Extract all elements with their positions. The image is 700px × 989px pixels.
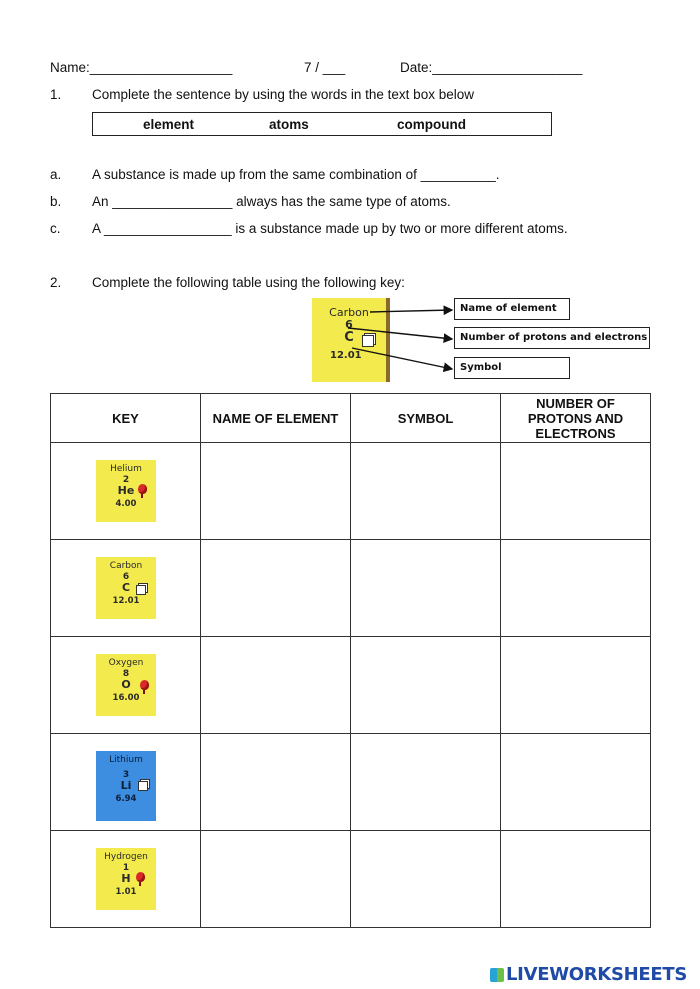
question-2-number: 2. xyxy=(50,275,62,290)
carbon-tile xyxy=(96,557,156,619)
key-example-symbol: C xyxy=(344,330,354,345)
protons-answer-cell[interactable] xyxy=(501,831,651,928)
cube-icon xyxy=(138,781,148,791)
helium-tile xyxy=(96,460,156,522)
tile-symbol: H xyxy=(121,872,131,885)
arrow-name xyxy=(370,310,452,312)
name-answer-cell[interactable] xyxy=(201,637,351,734)
key-example-name: Carbon xyxy=(329,306,369,319)
table-row xyxy=(51,443,651,540)
brand-text: LIVEWORKSHEETS xyxy=(506,964,688,985)
tile-name: Hydrogen xyxy=(104,852,148,862)
lithium-tile xyxy=(96,751,156,821)
key-cell xyxy=(51,831,201,928)
tile-mass: 16.00 xyxy=(112,693,140,703)
elements-table xyxy=(50,393,651,928)
tile-number: 3 xyxy=(122,770,130,780)
protons-answer-cell[interactable] xyxy=(501,637,651,734)
symbol-answer-cell[interactable] xyxy=(351,540,501,637)
question-2-instruction: Complete the following table using the following key: xyxy=(92,275,405,290)
symbol-answer-cell[interactable] xyxy=(351,831,501,928)
tile-symbol: C xyxy=(121,581,131,594)
symbol-answer-cell[interactable] xyxy=(351,637,501,734)
tile-name: Lithium xyxy=(109,755,143,765)
tile-name: Carbon xyxy=(109,561,143,571)
tile-symbol: He xyxy=(117,484,135,497)
name-field[interactable]: Name:___________________ xyxy=(50,60,233,75)
arrow-symbol xyxy=(352,348,452,369)
word-bank-atoms: atoms xyxy=(269,117,309,132)
name-answer-cell[interactable] xyxy=(201,734,351,831)
tile-mass: 6.94 xyxy=(115,794,137,804)
arrow-number xyxy=(348,328,452,339)
hydrogen-tile xyxy=(96,848,156,910)
key-example-number: 6 xyxy=(345,318,353,331)
tile-name: Helium xyxy=(110,464,142,474)
protons-answer-cell[interactable] xyxy=(501,443,651,540)
balloon-icon xyxy=(136,872,145,882)
symbol-answer-cell[interactable] xyxy=(351,734,501,831)
name-answer-cell[interactable] xyxy=(201,831,351,928)
protons-answer-cell[interactable] xyxy=(501,734,651,831)
balloon-icon xyxy=(140,680,149,690)
header-name: NAME OF ELEMENT xyxy=(201,394,351,443)
key-cell xyxy=(51,443,201,540)
word-bank-box xyxy=(92,112,552,136)
key-label-number: Number of protons and electrons xyxy=(454,327,650,349)
balloon-icon xyxy=(138,484,147,494)
liveworksheets-logo[interactable] xyxy=(490,964,687,985)
table-row xyxy=(51,540,651,637)
item-a-sentence[interactable]: A substance is made up from the same combination of __________. xyxy=(92,167,500,182)
oxygen-tile xyxy=(96,654,156,716)
table-row xyxy=(51,831,651,928)
tile-number: 6 xyxy=(122,572,130,582)
tile-mass: 12.01 xyxy=(112,596,140,606)
tile-symbol: Li xyxy=(120,779,132,792)
protons-answer-cell[interactable] xyxy=(501,540,651,637)
header-symbol: SYMBOL xyxy=(351,394,501,443)
date-field[interactable]: Date:____________________ xyxy=(400,60,583,75)
header-protons-electrons: NUMBER OF PROTONS AND ELECTRONS xyxy=(501,394,651,443)
symbol-answer-cell[interactable] xyxy=(351,443,501,540)
key-cell xyxy=(51,637,201,734)
key-label-symbol: Symbol xyxy=(454,357,570,379)
key-cell xyxy=(51,734,201,831)
item-c-letter: c. xyxy=(50,221,61,236)
tile-mass: 1.01 xyxy=(115,887,137,897)
key-example-mass: 12.01 xyxy=(330,350,362,361)
item-c-sentence[interactable]: A _________________ is a substance made up by two or more different atoms. xyxy=(92,221,568,236)
word-bank-element: element xyxy=(143,117,195,132)
tile-symbol: O xyxy=(121,678,131,691)
class-field[interactable]: 7 / ___ xyxy=(304,60,346,75)
tile-mass: 4.00 xyxy=(115,499,137,509)
cube-icon xyxy=(136,585,146,595)
tile-number: 2 xyxy=(122,475,130,485)
name-answer-cell[interactable] xyxy=(201,443,351,540)
key-cell xyxy=(51,540,201,637)
liveworksheets-logo-icon xyxy=(490,968,504,982)
word-bank-compound: compound xyxy=(397,117,466,132)
question-1-instruction: Complete the sentence by using the words in the text box below xyxy=(92,87,474,102)
tile-name: Oxygen xyxy=(108,658,144,668)
tile-number: 1 xyxy=(122,863,130,873)
table-row xyxy=(51,637,651,734)
question-1-number: 1. xyxy=(50,87,62,102)
name-answer-cell[interactable] xyxy=(201,540,351,637)
key-label-name: Name of element xyxy=(454,298,570,320)
tile-number: 8 xyxy=(122,669,130,679)
key-arrows xyxy=(340,300,460,378)
item-a-letter: a. xyxy=(50,167,62,182)
item-b-letter: b. xyxy=(50,194,62,209)
header-key: KEY xyxy=(51,394,201,443)
item-b-sentence[interactable]: An ________________ always has the same type of atoms. xyxy=(92,194,451,209)
table-row xyxy=(51,734,651,831)
